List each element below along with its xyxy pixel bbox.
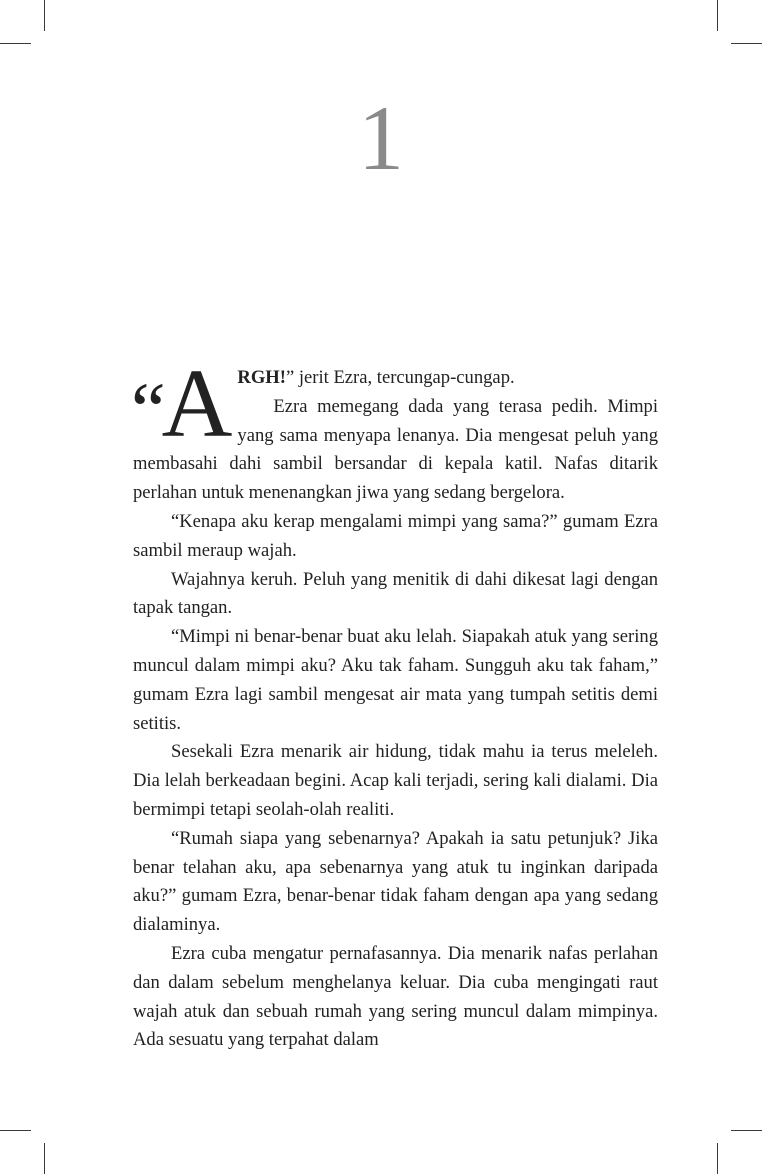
paragraph: “Rumah siapa yang sebenarnya? Apakah ia satu petunjuk? Jika benar telahan aku, apa sebenarnya yang atuk tu inginkan daripada aku?” gumam Ezra, benar-benar tidak faham dengan apa yang sedang dialaminya. (133, 827, 658, 936)
crop-mark-top-right-vertical (717, 0, 718, 31)
lead-in: RGH! (237, 367, 286, 388)
paragraph: Wajahnya keruh. Peluh yang menitik di dahi dikesat lagi dengan tapak tangan. (133, 568, 658, 619)
paragraph: Ezra cuba mengatur pernafasannya. Dia menarik nafas perlahan dan dalam sebelum menghelanya keluar. Dia cuba mengingati raut wajah atuk dan sebuah rumah yang sering muncul dalam mimpinya. Ada sesuatu yang terpahat dalam (133, 942, 658, 1051)
paragraph: “Kenapa aku kerap mengalami mimpi yang sama?” gumam Ezra sambil meraup wajah. (133, 510, 658, 561)
drop-cap (131, 350, 233, 458)
crop-mark-top-left-vertical (44, 0, 45, 31)
crop-mark-top-right-horizontal (731, 43, 762, 44)
crop-mark-bottom-right-vertical (717, 1143, 718, 1174)
opening-first-line: ” jerit Ezra, tercungap-cungap. (285, 367, 515, 388)
opening-paragraph (131, 350, 658, 508)
crop-mark-bottom-right-horizontal (731, 1130, 762, 1131)
crop-mark-bottom-left-horizontal (0, 1130, 31, 1131)
drop-cap-letter: A (161, 350, 233, 458)
paragraph: “Mimpi ni benar-benar buat aku lelah. Siapakah atuk yang sering muncul dalam mimpi aku? Aku tak faham. Sungguh aku tak faham,” gumam Ezra lagi sambil mengesat air mata yang tumpah setitis demi setitis. (133, 626, 658, 734)
opening-continuation: Ezra memegang dada yang terasa pedih. Mimpi yang sama menyapa lenanya. Dia mengesat peluh yang membasahi dahi sambil bersandar di kepala katil. Nafas ditarik perlahan untuk menenangkan jiwa yang sedang bergelora. (133, 395, 658, 504)
paragraph: Sesekali Ezra menarik air hidung, tidak mahu ia terus meleleh. Dia lelah berkeadaan begini. Acap kali terjadi, sering kali dialami. Dia bermimpi tetapi seolah-olah realiti. (133, 741, 658, 820)
body-text (131, 350, 658, 1055)
drop-cap-quote: “ (131, 366, 162, 453)
crop-mark-bottom-left-vertical (44, 1143, 45, 1174)
chapter-number: 1 (358, 87, 404, 189)
crop-mark-top-left-horizontal (0, 43, 31, 44)
